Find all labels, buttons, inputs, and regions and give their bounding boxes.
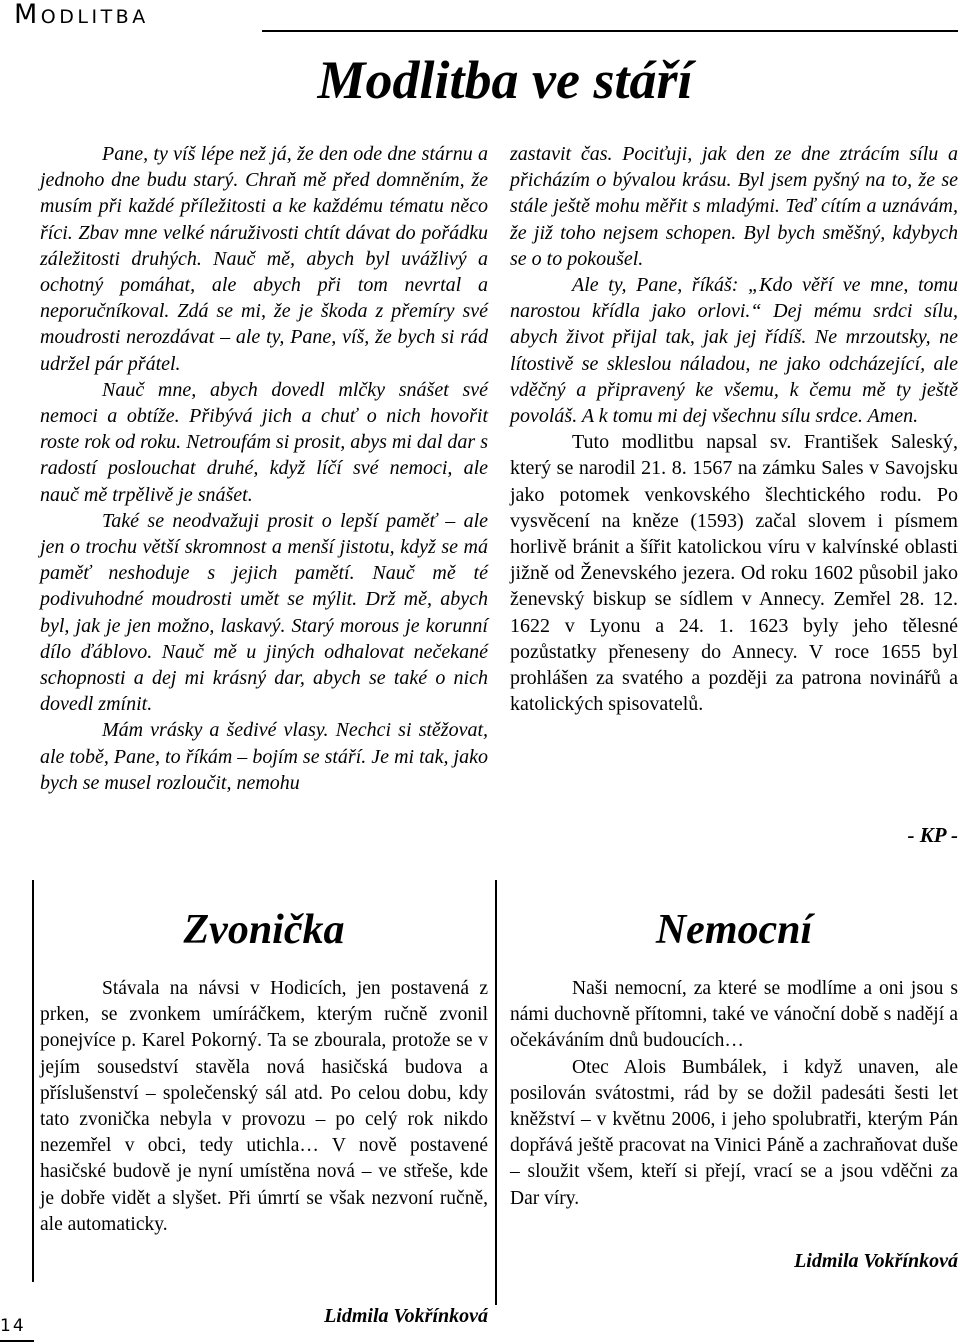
page-number: 14: [0, 1316, 26, 1336]
article-paragraph: Pane, ty víš lépe než já, že den ode dne stárnu a jednoho dne budu starý. Chraň mě před domněním, že musím při každé příležitosti a ke každému tématu něco říci. Zbav mne velké náruživosti chtít dávat do pořádku záležitosti druhých. Nauč mě, abych byl uvážlivý a ochotný pomáhat, ale abych při tom nevrtal a neporučníkoval. Zdá se mi, že je škoda z přemíry své moudrosti nerozdávat – ale ty, Pane, víš, že bych si rád udržel pár přátel.: [40, 143, 488, 375]
zvonicka-body: [40, 976, 488, 1238]
article-title: Modlitba ve stáří: [317, 50, 693, 110]
nemocni-title: Nemocní: [655, 907, 813, 953]
nemocni-paragraph: Naši nemocní, za které se modlíme a oni jsou s námi duchovně přítomni, také ve vánoční době s nadějí a očekáváním dnů budoucích…: [510, 978, 958, 1052]
nemocni-paragraph: Otec Alois Bumbálek, i když unaven, ale posilován svátostmi, rád by se dožil padesáti šesti let kněžství – v květnu 2006, i jeho spolubratři, kterým Pán dopřává ještě pracovat na Vinici Páně a zachraňovat duše – sloužit všem, kteří si přejí, vrací se a jsou vděčni za Dar víry.: [510, 1056, 958, 1209]
article-paragraph: Mám vrásky a šedivé vlasy. Nechci si stěžovat, ale tobě, Pane, to říkám – bojím se stáří. Je mi tak, jako bych se musel rozloučit, nemohu: [40, 719, 488, 794]
nemocni-signature: Lidmila Vokřínková: [794, 1250, 958, 1272]
article-paragraph: Tuto modlitbu napsal sv. František Saleský, který se narodil 21. 8. 1567 na zámku Sales v Savojsku jako potomek venkovského šlechtického rodu. Po vysvěcení na kněze (1593) začal slovem i písmem horlivě bránit a šířit katolickou víru v kalvínské oblasti jižně od Ženevského jezera. Od roku 1602 působil jako ženevský biskup se sídlem v Annecy. Zemřel 28. 12. 1622 v Lyonu a 24. 1. 1623 byly jeho tělesné pozůstatky přeneseny do Annecy. V roce 1655 byl prohlášen za svatého a později za patrona novinářů a katolických spisovatelů.: [510, 431, 958, 716]
header-rule: [262, 30, 958, 32]
nemocni-body: [510, 976, 958, 1212]
article-paragraph: Ale ty, Pane, říkáš: „Kdo věří ve mne, tomu narostou křídla jako orlovi.“ Dej mému srdci sílu, abych život přijal tak, jak jej řídíš. Ne mrzoutsky, ne lítostivě se skleslou náladou, ne jako odcházející, ale vděčný a připravený ke všemu, k čemu mě ty ještě povoláš. A k tomu mi dej všechnu sílu srdce. Amen.: [510, 274, 958, 428]
article-signature: - KP -: [907, 823, 958, 847]
zvonicka-signature: Lidmila Vokřínková: [324, 1305, 488, 1327]
zvonicka-paragraph: Stávala na návsi v Hodicích, jen postavená z prken, se zvonkem umíráčkem, kterým ručně zvonil ponejvíce p. Karel Pokorný. Ta se zbourala, protože se v jejím sousedství stavěla nová hasičská budova a příslušenství – společenský sál atd. Po celou dobu, kdy tato zvonička nebyla v provozu – po celý rok nikdo nezemřel v obci, tedy utichla… V nově postavené hasičské budově je nyní umístěna nová – ve střeše, kde je dobře vidět a slyšet. Při úmrtí se však nezvoní ručně, ale automaticky.: [40, 978, 488, 1235]
middle-vertical-rule: [495, 880, 497, 1305]
article-right-column: [510, 141, 958, 717]
page-number-rule: [0, 1340, 34, 1342]
left-vertical-rule: [32, 880, 34, 1282]
article-paragraph: zastavit čas. Pociťuji, jak den ze dne ztrácím sílu a přicházím o bývalou krásu. Byl jsem pyšný na to, že se stále ještě mohu měřit s mladými. Teď cítím a uznávám, že již toho nejsem schopen. Byl bych směšný, kdybych se o to pokoušel.: [510, 143, 958, 270]
section-label: Modlitba: [14, 0, 149, 30]
article-paragraph: Nauč mne, abych dovedl mlčky snášet své nemoci a obtíže. Přibývá jich a chuť o nich hovořit roste rok od roku. Netroufám si prosit, abys mi dal dar s radostí poslouchat druhé, když líčí své nemoci, ale nauč mě trpělivě je snášet.: [40, 378, 488, 506]
article-paragraph: Také se neodvažuji prosit o lepší paměť – ale jen o trochu větší skromnost a menší jistotu, když se má paměť neshoduje s jejich pamětí. Nauč mě té podivuhodné moudrosti umět se mýlit. Drž mě, abych byl, jak je jen možno, laskavý. Starý morous je korunní dílo ďáblovo. Nauč mě u jiných odhalovat nečekané schopnosti a dej mi krásný dar, abych se také o nich dovedl zmínit.: [40, 509, 488, 716]
article-left-column: [40, 141, 488, 796]
zvonicka-title: Zvonička: [183, 907, 345, 953]
